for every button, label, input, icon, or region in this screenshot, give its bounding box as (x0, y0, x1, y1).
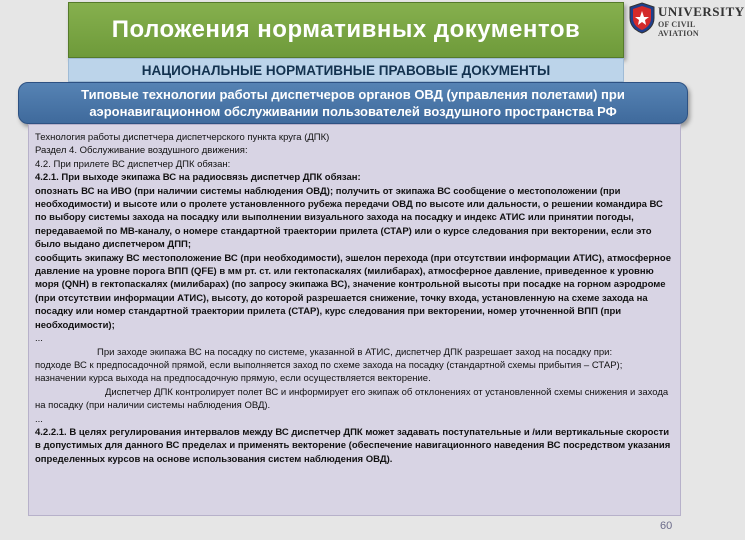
doc-heading: Технология работы диспетчера диспетчерского пункта круга (ДПК) (35, 132, 330, 143)
paragraph-final-approach: подходе ВС к предпосадочной прямой, если выполняется заход по схеме захода на посадку (стандартной схемы прибытия – СТАР); (35, 359, 623, 371)
ellipsis-2: ... (35, 413, 43, 425)
clause-4-2-1: 4.2.1. При выходе экипажа ВС на радиосвязь диспетчер ДПК обязан: (35, 172, 361, 184)
regulation-text-box (28, 124, 681, 516)
paragraph-identify: опознать ВС на ИВО (при наличии системы наблюдения ОВД); получить от экипажа ВС сообщение о местоположении (при необходимости) и высоте или о пролете установленного рубежа передачи ОВД по высоте или дальности, о решении командира ВС по выбору системы захода на посадку или выполнении визуального захода на посадку и индекс АТИС или принятии погоды, передаваемой по МВ-каналу, о номере стандартной траектории прилета (СТАР) или о курсе следования при векторении, если это было выдано диспетчером ДПП; (35, 185, 663, 251)
clause-4-2-2-1: 4.2.2.1. В целях регулирования интервалов между ВС диспетчер ДПК может задавать поступательные и /или вертикальные скорости в допустимых для данного ВС пределах и применять векторение (обеспечение навигационного наведения ВС посредством указания определенных курсов на основе использования систем наблюдения ОВД). (35, 426, 671, 465)
clause-4-2: 4.2. При прилете ВС диспетчер ДПК обязан: (35, 158, 231, 170)
logo-civil-aviation-text: OF CIVIL AVIATION (658, 20, 699, 38)
slide-title: Положения нормативных документов (68, 2, 624, 58)
document-banner-text: Типовые технологии работы диспетчеров органов ОВД (управления полетами) при аэронавигационном обслуживании пользователей воздушного пространства РФ (81, 87, 625, 119)
section-subtitle: НАЦИОНАЛЬНЫЕ НОРМАТИВНЫЕ ПРАВОВЫЕ ДОКУМЕНТЫ (68, 58, 624, 82)
paragraph-inform: сообщить экипажу ВС местоположение ВС (при необходимости), эшелон перехода (при отсутствии информации АТИС), атмосферное давление на уровне порога ВПП (QFE) в мм рт. ст. или гектопаскалях (милибарах), атмосферное давление, приведенное к уровню моря (QNH) в гектопаскалях (милибарах) (по запросу экипажа ВС), значение контрольной высоты при посадке на горном аэродроме (при отсутствии информации АТИС), высоту, до которой разрешается снижение, точку входа, установленную на схеме захода на посадку или номер стандартной траектории прилета (СТАР), курс следования при векторении, номер уточненной ВПП (при необходимости); (35, 252, 671, 331)
page-number: 60 (660, 520, 673, 532)
paragraph-approach-clearance: При заходе экипажа ВС на посадку по системе, указанной в АТИС, диспетчер ДПК разрешает заход на посадку при: (97, 346, 613, 358)
paragraph-vectoring: назначении курса выхода на предпосадочную прямую, если осуществляется векторение. (35, 373, 431, 385)
logo-university-text: UNIVERSITY (658, 4, 745, 19)
university-logo (628, 2, 745, 46)
section-heading: Раздел 4. Обслуживание воздушного движения: (35, 145, 248, 157)
ellipsis-1: ... (35, 333, 43, 345)
document-banner (18, 82, 688, 124)
paragraph-monitoring: Диспетчер ДПК контролирует полет ВС и информирует его экипаж об отклонениях от установленной схемы снижения и захода на посадку (при наличии системы наблюдения ОВД). (35, 386, 669, 412)
university-emblem-icon (628, 2, 656, 34)
